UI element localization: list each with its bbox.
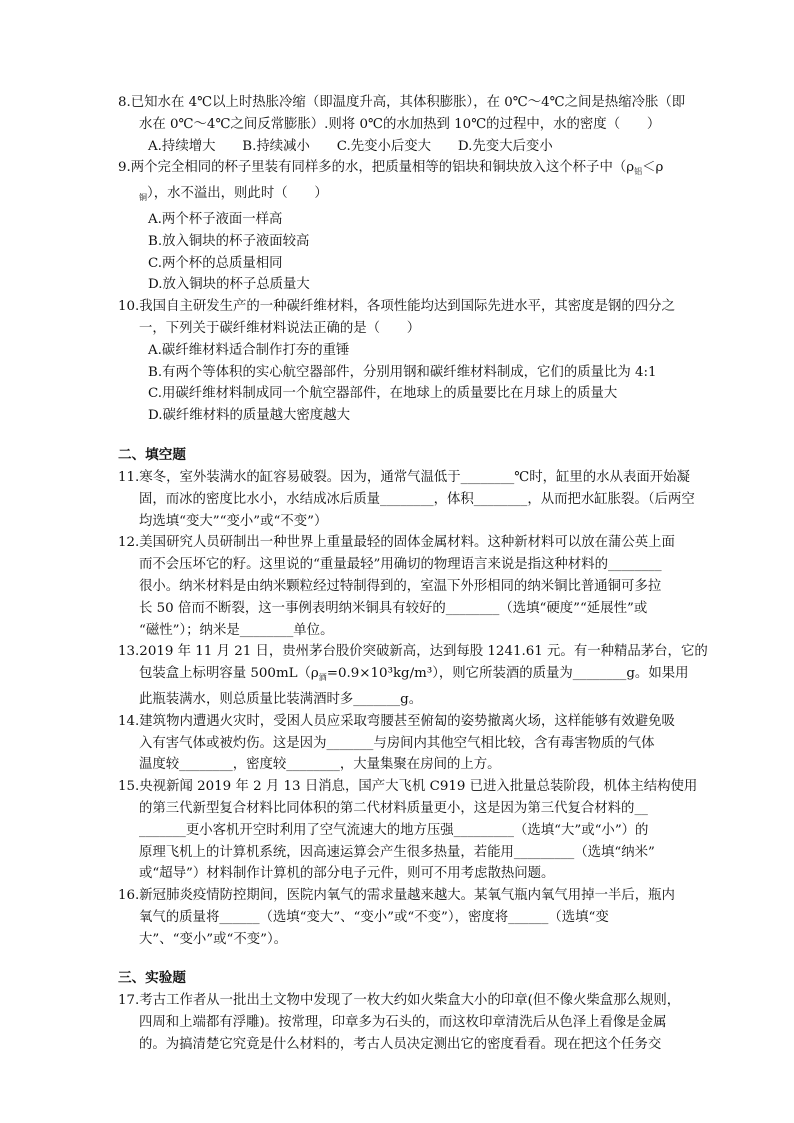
q11-line-3: 均选填“变大”“变小”或“不变”） [139,513,328,529]
q14-line-2: 入有害气体或被灼伤。这是因为_______与房间内其他空气相比较，含有毒害物质的气体 [139,735,655,751]
q8-line-1: 8.已知水在 4℃以上时热胀冷缩（即温度升高，其体积膨胀），在 0℃～4℃之间是热缩冷胀（即 [118,95,686,110]
exam-content [118,92,708,1056]
q15-line-5: 或“超导”）材料制作计算机的部分电子元件，则可不用考虑散热问题。 [139,866,555,882]
q10-option-a: A.碳纤维材料适合制作打夯的重锤 [148,342,350,358]
q12-line-3: 很小。纳米材料是由纳米颗粒经过特制得到的，室温下外形相同的纳米铜比普通铜可多拉 [139,578,662,594]
q12-line-4: 长 50 倍而不断裂，这一事例表明纳米铜具有较好的________（选填“硬度”“延展性”或 [139,600,648,616]
question-16 [118,885,703,950]
question-11 [118,467,703,532]
question-10 [118,296,703,427]
q9-line-1 [118,157,703,183]
q9-option-a: A.两个杯子液面一样高 [148,211,283,227]
q13-line-1: 13.2019 年 11 月 21 日，贵州茅台股价突破新高，达到每股 1241.61 元。有一种精品茅台，它的 [118,644,708,660]
q8-line-2: 水在 0℃～4℃之间反常膨胀）.则将 0℃的水加热到 10℃的过程中，水的密度（ ） [139,116,661,132]
q13-line-3: 此瓶装满水，则总质量比装满酒时多_______g。 [139,691,423,707]
section-experiment-heading: 三、实验题 [118,970,186,987]
q16-line-2: 氧气的质量将______（选填“变大”、“变小”或“不变”），密度将______（选填“变 [139,909,609,925]
q9-line-2 [118,183,703,209]
q15-line-4: 原理飞机上的计算机系统，因高速运算会产生很多热量，若能用_________（选填“纳米” [139,844,655,860]
question-17 [118,990,703,1055]
q10-option-b: B.有两个等体积的实心航空器部件，分别用钢和碳纤维材料制成，它们的质量比为 4:1 [148,364,657,380]
q10-option-d: D.碳纤维材料的质量越大密度越大 [148,408,350,424]
q15-line-2: 的第三代新型复合材料比同体积的第二代材料质量更小，这是因为第三代复合材料的__ [139,800,648,816]
question-15 [118,776,703,885]
q13-line-2a: 包装盒上标明容量 500mL（ρ [139,666,319,682]
q16-line-1: 16.新冠肺炎疫情防控期间，医院内氧气的需求量越来越大。某氧气瓶内氧气用掉一半后，瓶内 [118,888,675,904]
q9-line-2-text: ），水不溢出，则此时（ ） [147,186,328,202]
q10-line-2: 一，下列关于碳纤维材料说法正确的是（ ） [139,320,421,336]
q10-line-1: 10.我国自主研发生产的一种碳纤维材料，各项性能均达到国际先进水平，其密度是钢的四分之 [118,299,675,315]
q17-line-3: 的。为搞清楚它究竟是什么材料的，考古人员决定测出它的密度看看。现在把这个任务交 [139,1037,662,1053]
q10-option-c: C.用碳纤维材料制成同一个航空器部件，在地球上的质量要比在月球上的质量大 [148,386,618,402]
q12-line-5: “磁性”）；纳米是________单位。 [139,622,334,638]
q13-line-2b: =0.9×10³kg/m³），则它所装酒的质量为________g。如果用 [326,666,689,682]
q16-line-3: 大”、“变小”或“不变”）。 [139,931,288,947]
q11-line-1: 11.寒冬，室外装满水的缸容易破裂。因为，通常气温低于________℃时，缸里的水从表面开始凝 [118,469,690,485]
question-12 [118,532,703,641]
q12-line-2: 而不会压坏它的籽。这里说的“重量最轻”用确切的物理语言来说是指这种材料的________ [139,557,662,573]
q14-line-1: 14.建筑物内遭遇火灾时，受困人员应采取弯腰甚至俯匐的姿势撤离火场，这样能够有效避免吸 [118,713,675,729]
q9-option-c: C.两个杯的总质量相同 [148,255,283,271]
q14-line-3: 温度较________，密度较________，大量集聚在房间的上方。 [139,757,501,773]
q13-line-2 [118,663,703,689]
q9-line-1-text: 9.两个完全相同的杯子里装有同样多的水，把质量相等的铝块和铜块放入这个杯子中（ρ [118,160,635,176]
q8-options: A.持续增大 B.持续减小 C.先变小后变大 D.先变大后变小 [148,138,553,154]
q15-line-3: _______更小客机开空时利用了空气流速大的地方压强_________（选填“大”或“小”）的 [139,822,649,838]
q9-option-d: D.放入铜块的杯子总质量大 [148,277,310,293]
q9-sub-al: 铝 [634,167,643,177]
q15-line-1: 15.央视新闻 2019 年 2 月 13 日消息，国产大飞机 C919 已进入批量总装阶段，机体主结构使用 [118,779,698,795]
q17-line-2: 四周和上端都有浮雕)。按常理，印章多为石头的，而这枚印章清洗后从色泽上看像是金属 [139,1015,667,1031]
section-fill-in-heading: 二、填空题 [118,446,186,463]
q13-sub-wine: 酒 [318,673,327,683]
q17-line-1: 17.考古工作者从一批出土文物中发现了一枚大约如火柴盒大小的印章(但不像火柴盒那么规则， [118,993,681,1009]
q9-option-b: B.放入铜块的杯子液面较高 [148,233,310,249]
q9-sub-cu: 铜 [139,193,147,203]
question-13 [118,641,708,710]
q12-line-1: 12.美国研究人员研制出一种世界上重量最轻的固体金属材料。这种新材料可以放在蒲公英上面 [118,535,675,551]
question-14 [118,711,703,776]
question-8 [118,92,703,157]
q11-line-2: 固，而冰的密度比水小，水结成冰后质量________，体积________，从而把水缸胀裂。（后两空 [139,491,695,507]
q9-line-1-end: ＜ρ [642,160,664,176]
question-9 [118,157,703,296]
